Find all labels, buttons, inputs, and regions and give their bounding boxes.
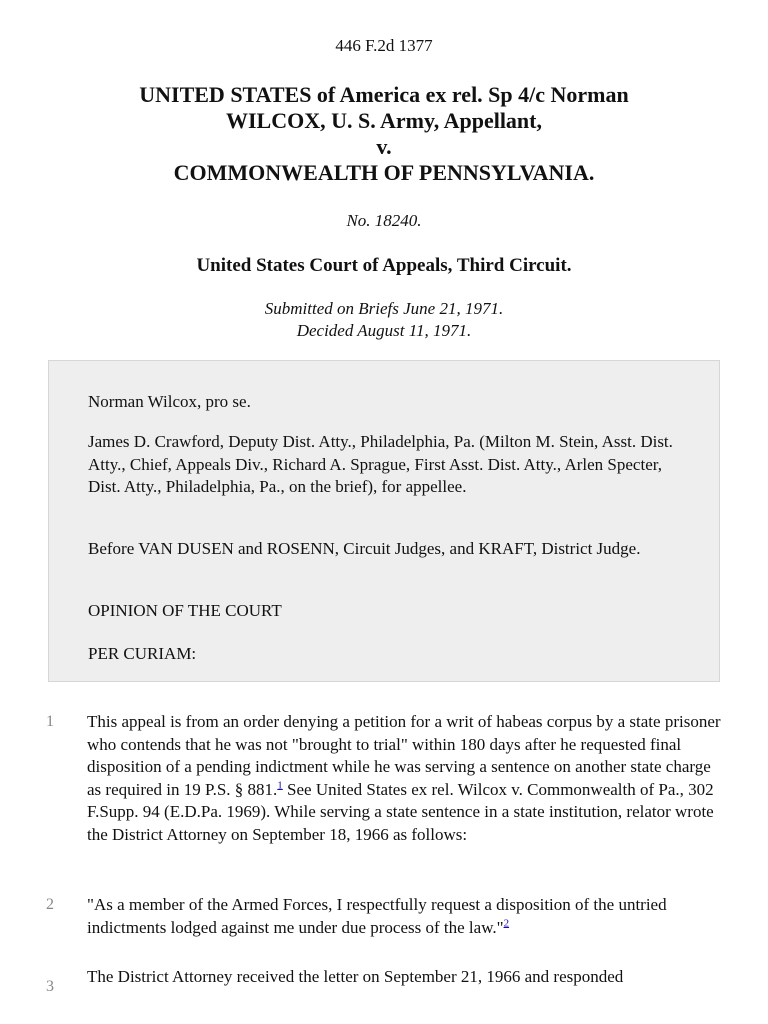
opinion-heading: OPINION OF THE COURT — [88, 601, 282, 620]
title-line-2: WILCOX, U. S. Army, Appellant, — [226, 108, 542, 133]
footnote-link-1[interactable]: 1 — [277, 778, 283, 791]
paragraph-text-part: See United States ex rel. Wilcox v. Commonwealth of Pa., 302 F.Supp. 94 (E.D.Pa. 1969). While serving a state sentence in a state institution, relator wrote the District Attorney on September 18, 1966 as follows: — [87, 779, 714, 844]
docket-number: No. 18240. — [346, 211, 422, 230]
per-curiam: PER CURIAM: — [88, 644, 197, 663]
paragraph-text — [87, 894, 727, 939]
case-dates — [0, 298, 768, 342]
paragraph-number: 2 — [46, 896, 54, 913]
judges-panel: Before VAN DUSEN and ROSENN, Circuit Judges, and KRAFT, District Judge. — [88, 539, 641, 558]
court-name: United States Court of Appeals, Third Circuit. — [196, 255, 572, 276]
appellant-counsel: Norman Wilcox, pro se. — [88, 392, 251, 411]
footnote-link-2[interactable]: 2 — [503, 916, 510, 929]
appellee-counsel: James D. Crawford, Deputy Dist. Atty., Philadelphia, Pa. (Milton M. Stein, Asst. Dist. Atty., Chief, Appeals Div., Richard A. Sprague, First Asst. Dist. Atty., Arlen Specter, Dist. Atty., Philadelphia, Pa., on the brief), for appellee. — [88, 432, 673, 496]
submitted-date: Submitted on Briefs June 21, 1971. — [264, 299, 504, 318]
case-citation: 446 F.2d 1377 — [335, 36, 433, 55]
paragraph-text-part: "As a member of the Armed Forces, I respectfully request a disposition of the untried indictments lodged against me under due process of the law." — [87, 895, 667, 937]
title-line-4: COMMONWEALTH OF PENNSYLVANIA. — [173, 160, 595, 185]
counsel-box — [48, 360, 720, 682]
paragraph-number: 3 — [46, 978, 54, 995]
case-title — [60, 82, 708, 186]
paragraph-text: The District Attorney received the letter on September 21, 1966 and responded — [87, 967, 624, 986]
paragraph-text — [87, 711, 727, 846]
decided-date: Decided August 11, 1971. — [296, 321, 472, 340]
title-line-1: UNITED STATES of America ex rel. Sp 4/c Norman — [139, 82, 629, 107]
title-line-3: v. — [376, 134, 392, 159]
paragraph-text-part: This appeal is from an order denying a petition for a writ of habeas corpus by a state prisoner who contends that he was not "brought to trial" within 180 days after he requested final disposition of a pending indictment while he was serving a sentence on another state charge as required in 19 P.S. § 881. — [87, 712, 721, 799]
paragraph-number: 1 — [46, 713, 54, 730]
